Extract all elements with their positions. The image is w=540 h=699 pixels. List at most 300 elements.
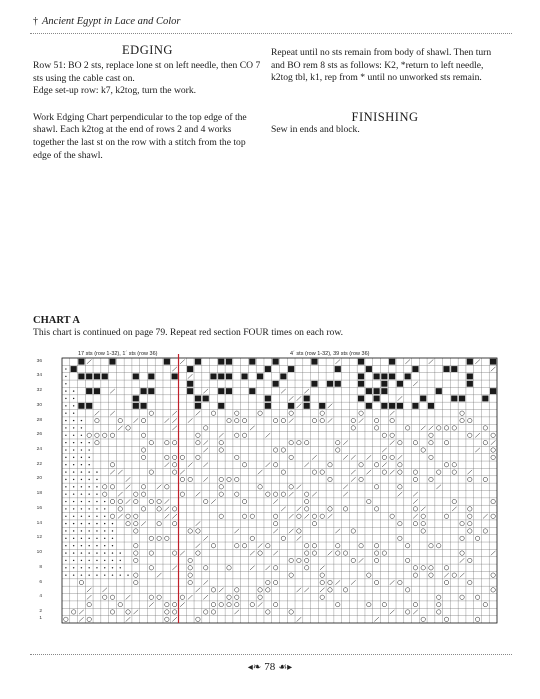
yarn-over-icon bbox=[134, 573, 138, 577]
bobble-square-icon bbox=[265, 396, 271, 402]
yarn-over-icon bbox=[149, 566, 153, 570]
decrease-slash-icon bbox=[320, 566, 325, 570]
decrease-slash-icon bbox=[413, 514, 418, 518]
yarn-over-icon bbox=[79, 580, 83, 584]
yarn-over-icon bbox=[141, 433, 145, 437]
yarn-over-icon bbox=[312, 551, 316, 555]
purl-dot-icon bbox=[96, 493, 97, 494]
bobble-square-icon bbox=[490, 388, 496, 394]
bobble-square-icon bbox=[102, 373, 108, 379]
bobble-square-icon bbox=[373, 388, 379, 394]
purl-dot-icon bbox=[65, 471, 66, 472]
bobble-square-icon bbox=[94, 373, 100, 379]
decrease-slash-icon bbox=[180, 470, 185, 474]
purl-dot-icon bbox=[104, 567, 105, 568]
bobble-square-icon bbox=[241, 373, 247, 379]
purl-dot-icon bbox=[81, 457, 82, 458]
bobble-square-icon bbox=[257, 373, 263, 379]
chart-row-number: 6 bbox=[39, 579, 42, 585]
yarn-over-icon bbox=[95, 418, 99, 422]
yarn-over-icon bbox=[250, 602, 254, 606]
yarn-over-icon bbox=[374, 418, 378, 422]
yarn-over-icon bbox=[413, 440, 417, 444]
purl-dot-icon bbox=[81, 442, 82, 443]
purl-dot-icon bbox=[65, 538, 66, 539]
yarn-over-icon bbox=[87, 433, 91, 437]
yarn-over-icon bbox=[242, 499, 246, 503]
yarn-over-icon bbox=[359, 477, 363, 481]
yarn-over-icon bbox=[491, 455, 495, 459]
purl-dot-icon bbox=[96, 501, 97, 502]
yarn-over-icon bbox=[468, 558, 472, 562]
decrease-slash-icon bbox=[126, 477, 131, 481]
purl-dot-icon bbox=[112, 552, 113, 553]
purl-dot-icon bbox=[96, 479, 97, 480]
yarn-over-icon bbox=[103, 595, 107, 599]
bobble-square-icon bbox=[218, 388, 224, 394]
bobble-square-icon bbox=[133, 403, 139, 409]
decrease-slash-icon bbox=[188, 374, 193, 378]
purl-dot-icon bbox=[112, 545, 113, 546]
decrease-slash-icon bbox=[429, 426, 434, 430]
purl-dot-icon bbox=[96, 552, 97, 553]
purl-dot-icon bbox=[104, 523, 105, 524]
decrease-slash-icon bbox=[289, 529, 294, 533]
decrease-slash-icon bbox=[351, 477, 356, 481]
purl-dot-icon bbox=[96, 530, 97, 531]
yarn-over-icon bbox=[405, 610, 409, 614]
decrease-slash-icon bbox=[390, 610, 395, 614]
bobble-square-icon bbox=[226, 373, 232, 379]
bobble-square-icon bbox=[148, 373, 154, 379]
book-title: Ancient Egypt in Lace and Color bbox=[42, 16, 181, 27]
bobble-square-icon bbox=[210, 373, 216, 379]
yarn-over-icon bbox=[452, 573, 456, 577]
yarn-over-icon bbox=[343, 588, 347, 592]
decrease-slash-icon bbox=[157, 485, 162, 489]
decrease-slash-icon bbox=[421, 507, 426, 511]
decrease-slash-icon bbox=[273, 529, 278, 533]
yarn-over-icon bbox=[382, 551, 386, 555]
yarn-over-icon bbox=[95, 433, 99, 437]
bobble-square-icon bbox=[412, 366, 418, 372]
yarn-over-icon bbox=[180, 492, 184, 496]
yarn-over-icon bbox=[374, 544, 378, 548]
bobble-square-icon bbox=[218, 359, 224, 365]
purl-dot-icon bbox=[88, 523, 89, 524]
purl-dot-icon bbox=[104, 501, 105, 502]
yarn-over-icon bbox=[312, 521, 316, 525]
yarn-over-icon bbox=[273, 514, 277, 518]
decrease-slash-icon bbox=[110, 389, 115, 393]
purl-dot-icon bbox=[73, 508, 74, 509]
bobble-square-icon bbox=[273, 359, 279, 365]
left-ornament-icon: ◂❧ bbox=[247, 661, 262, 673]
chart-row-number: 22 bbox=[36, 461, 42, 467]
yarn-over-icon bbox=[413, 566, 417, 570]
yarn-over-icon bbox=[328, 507, 332, 511]
yarn-over-icon bbox=[211, 602, 215, 606]
yarn-over-icon bbox=[188, 529, 192, 533]
bobble-square-icon bbox=[366, 366, 372, 372]
decrease-slash-icon bbox=[172, 514, 177, 518]
purl-dot-icon bbox=[112, 523, 113, 524]
yarn-over-icon bbox=[64, 617, 68, 621]
decrease-slash-icon bbox=[118, 514, 123, 518]
purl-dot-icon bbox=[73, 390, 74, 391]
decrease-slash-icon bbox=[413, 499, 418, 503]
purl-dot-icon bbox=[88, 449, 89, 450]
yarn-over-icon bbox=[157, 521, 161, 525]
yarn-over-icon bbox=[452, 426, 456, 430]
yarn-over-icon bbox=[444, 426, 448, 430]
yarn-over-icon bbox=[172, 507, 176, 511]
decrease-slash-icon bbox=[79, 610, 84, 614]
purl-dot-icon bbox=[88, 501, 89, 502]
chart-row-number: 34 bbox=[36, 373, 42, 379]
yarn-over-icon bbox=[188, 558, 192, 562]
purl-dot-icon bbox=[81, 435, 82, 436]
purl-dot-icon bbox=[120, 560, 121, 561]
finishing-text: Sew in ends and block. bbox=[271, 124, 360, 135]
decrease-slash-icon bbox=[398, 396, 403, 400]
purl-dot-icon bbox=[88, 508, 89, 509]
yarn-over-icon bbox=[491, 448, 495, 452]
yarn-over-icon bbox=[460, 551, 464, 555]
purl-dot-icon bbox=[81, 501, 82, 502]
bobble-square-icon bbox=[381, 373, 387, 379]
yarn-over-icon bbox=[460, 536, 464, 540]
yarn-over-icon bbox=[235, 418, 239, 422]
bobble-square-icon bbox=[86, 373, 92, 379]
purl-dot-icon bbox=[73, 405, 74, 406]
yarn-over-icon bbox=[475, 617, 479, 621]
yarn-over-icon bbox=[475, 595, 479, 599]
yarn-over-icon bbox=[304, 551, 308, 555]
decrease-slash-icon bbox=[297, 396, 302, 400]
yarn-over-icon bbox=[219, 485, 223, 489]
yarn-over-icon bbox=[289, 411, 293, 415]
yarn-over-icon bbox=[421, 448, 425, 452]
decrease-slash-icon bbox=[382, 448, 387, 452]
decrease-slash-icon bbox=[367, 470, 372, 474]
bobble-square-icon bbox=[133, 373, 139, 379]
yarn-over-icon bbox=[320, 514, 324, 518]
decrease-slash-icon bbox=[203, 448, 208, 452]
decrease-slash-icon bbox=[211, 499, 216, 503]
yarn-over-icon bbox=[118, 602, 122, 606]
bobble-square-icon bbox=[265, 366, 271, 372]
yarn-over-icon bbox=[297, 440, 301, 444]
decrease-slash-icon bbox=[320, 588, 325, 592]
yarn-over-icon bbox=[343, 551, 347, 555]
chart-row-number: 10 bbox=[36, 550, 42, 556]
purl-dot-icon bbox=[73, 493, 74, 494]
purl-dot-icon bbox=[73, 574, 74, 575]
yarn-over-icon bbox=[157, 499, 161, 503]
yarn-over-icon bbox=[390, 514, 394, 518]
bobble-square-icon bbox=[451, 396, 457, 402]
bobble-square-icon bbox=[335, 366, 341, 372]
bobble-square-icon bbox=[420, 396, 426, 402]
bobble-square-icon bbox=[288, 403, 294, 409]
yarn-over-icon bbox=[437, 602, 441, 606]
purl-dot-icon bbox=[65, 567, 66, 568]
yarn-over-icon bbox=[491, 573, 495, 577]
yarn-over-icon bbox=[328, 463, 332, 467]
purl-dot-icon bbox=[73, 545, 74, 546]
decrease-slash-icon bbox=[196, 411, 201, 415]
yarn-over-icon bbox=[149, 440, 153, 444]
purl-dot-icon bbox=[73, 464, 74, 465]
decrease-slash-icon bbox=[312, 492, 317, 496]
yarn-over-icon bbox=[211, 588, 215, 592]
yarn-over-icon bbox=[468, 529, 472, 533]
decrease-slash-icon bbox=[196, 492, 201, 496]
yarn-over-icon bbox=[413, 521, 417, 525]
decrease-slash-icon bbox=[273, 499, 278, 503]
purl-dot-icon bbox=[81, 538, 82, 539]
purl-dot-icon bbox=[73, 501, 74, 502]
purl-dot-icon bbox=[65, 508, 66, 509]
edging-heading: EDGING bbox=[122, 43, 173, 57]
yarn-over-icon bbox=[266, 610, 270, 614]
bobble-square-icon bbox=[311, 359, 317, 365]
decrease-slash-icon bbox=[405, 359, 410, 363]
yarn-over-icon bbox=[281, 418, 285, 422]
decrease-slash-icon bbox=[390, 470, 395, 474]
purl-dot-icon bbox=[73, 471, 74, 472]
purl-dot-icon bbox=[81, 427, 82, 428]
yarn-over-icon bbox=[289, 455, 293, 459]
yarn-over-icon bbox=[172, 521, 176, 525]
purl-dot-icon bbox=[81, 523, 82, 524]
chart-row-number: 30 bbox=[36, 402, 42, 408]
bobble-square-icon bbox=[311, 381, 317, 387]
purl-dot-icon bbox=[65, 376, 66, 377]
bobble-square-icon bbox=[335, 381, 341, 387]
yarn-over-icon bbox=[134, 521, 138, 525]
edging-paragraph-2: Edge set-up row: k7, k2tog, turn the work. bbox=[33, 85, 197, 97]
decrease-slash-icon bbox=[343, 440, 348, 444]
yarn-over-icon bbox=[483, 602, 487, 606]
decrease-slash-icon bbox=[374, 617, 379, 621]
purl-dot-icon bbox=[73, 420, 74, 421]
yarn-over-icon bbox=[273, 463, 277, 467]
purl-dot-icon bbox=[112, 538, 113, 539]
bobble-square-icon bbox=[195, 396, 201, 402]
yarn-over-icon bbox=[134, 529, 138, 533]
yarn-over-icon bbox=[437, 426, 441, 430]
decrease-slash-icon bbox=[165, 418, 170, 422]
yarn-over-icon bbox=[336, 602, 340, 606]
purl-dot-icon bbox=[88, 464, 89, 465]
yarn-over-icon bbox=[374, 558, 378, 562]
yarn-over-icon bbox=[266, 588, 270, 592]
yarn-over-icon bbox=[281, 470, 285, 474]
bobble-square-icon bbox=[304, 396, 310, 402]
yarn-over-icon bbox=[374, 426, 378, 430]
chart-note: This chart is continued on page 79. Repeat red section FOUR times on each row. bbox=[33, 327, 344, 338]
purl-dot-icon bbox=[73, 538, 74, 539]
yarn-over-icon bbox=[304, 566, 308, 570]
bobble-square-icon bbox=[405, 373, 411, 379]
decrease-slash-icon bbox=[429, 359, 434, 363]
yarn-over-icon bbox=[134, 492, 138, 496]
bobble-square-icon bbox=[389, 403, 395, 409]
bobble-square-icon bbox=[373, 373, 379, 379]
yarn-over-icon bbox=[398, 521, 402, 525]
yarn-over-icon bbox=[320, 418, 324, 422]
yarn-over-icon bbox=[468, 514, 472, 518]
purl-dot-icon bbox=[73, 552, 74, 553]
yarn-over-icon bbox=[196, 455, 200, 459]
bobble-square-icon bbox=[140, 388, 146, 394]
decrease-slash-icon bbox=[413, 382, 418, 386]
decrease-slash-icon bbox=[289, 492, 294, 496]
decrease-slash-icon bbox=[304, 389, 309, 393]
yarn-over-icon bbox=[297, 558, 301, 562]
bobble-square-icon bbox=[490, 359, 496, 365]
purl-dot-icon bbox=[73, 516, 74, 517]
yarn-over-icon bbox=[304, 544, 308, 548]
purl-dot-icon bbox=[65, 552, 66, 553]
purl-dot-icon bbox=[81, 479, 82, 480]
yarn-over-icon bbox=[452, 470, 456, 474]
yarn-over-icon bbox=[304, 499, 308, 503]
decrease-slash-icon bbox=[390, 440, 395, 444]
yarn-over-icon bbox=[165, 617, 169, 621]
yarn-over-icon bbox=[320, 580, 324, 584]
purl-dot-icon bbox=[73, 567, 74, 568]
yarn-over-icon bbox=[149, 595, 153, 599]
purl-dot-icon bbox=[104, 574, 105, 575]
purl-dot-icon bbox=[81, 545, 82, 546]
yarn-over-icon bbox=[242, 433, 246, 437]
decrease-slash-icon bbox=[79, 617, 84, 621]
bobble-square-icon bbox=[319, 403, 325, 409]
purl-dot-icon bbox=[88, 442, 89, 443]
yarn-over-icon bbox=[437, 544, 441, 548]
yarn-over-icon bbox=[289, 573, 293, 577]
yarn-over-icon bbox=[242, 514, 246, 518]
decrease-slash-icon bbox=[289, 396, 294, 400]
bobble-square-icon bbox=[195, 359, 201, 365]
bobble-square-icon bbox=[358, 359, 364, 365]
decrease-slash-icon bbox=[203, 580, 208, 584]
bobble-square-icon bbox=[280, 373, 286, 379]
yarn-over-icon bbox=[227, 566, 231, 570]
chart-row-number: 1 bbox=[39, 616, 42, 622]
yarn-over-icon bbox=[180, 477, 184, 481]
yarn-over-icon bbox=[149, 551, 153, 555]
bobble-square-icon bbox=[273, 381, 279, 387]
decrease-slash-icon bbox=[460, 558, 465, 562]
yarn-over-icon bbox=[351, 558, 355, 562]
decrease-slash-icon bbox=[413, 492, 418, 496]
decrease-slash-icon bbox=[343, 485, 348, 489]
decrease-slash-icon bbox=[266, 463, 271, 467]
decrease-slash-icon bbox=[328, 418, 333, 422]
purl-dot-icon bbox=[65, 383, 66, 384]
yarn-over-icon bbox=[273, 602, 277, 606]
yarn-over-icon bbox=[398, 536, 402, 540]
chart-row-number: 2 bbox=[39, 608, 42, 614]
chart-row-number: 36 bbox=[36, 358, 42, 364]
decrease-slash-icon bbox=[281, 389, 286, 393]
yarn-over-icon bbox=[235, 411, 239, 415]
purl-dot-icon bbox=[104, 538, 105, 539]
yarn-over-icon bbox=[460, 418, 464, 422]
yarn-over-icon bbox=[452, 463, 456, 467]
yarn-over-icon bbox=[273, 521, 277, 525]
yarn-over-icon bbox=[429, 573, 433, 577]
decrease-slash-icon bbox=[475, 359, 480, 363]
yarn-over-icon bbox=[367, 499, 371, 503]
decrease-slash-icon bbox=[87, 595, 92, 599]
yarn-over-icon bbox=[235, 492, 239, 496]
decrease-slash-icon bbox=[110, 470, 115, 474]
decrease-slash-icon bbox=[491, 551, 496, 555]
bobble-square-icon bbox=[366, 388, 372, 394]
decrease-slash-icon bbox=[188, 595, 193, 599]
purl-dot-icon bbox=[96, 523, 97, 524]
decrease-slash-icon bbox=[460, 573, 465, 577]
yarn-over-icon bbox=[180, 455, 184, 459]
purl-dot-icon bbox=[127, 574, 128, 575]
yarn-over-icon bbox=[304, 492, 308, 496]
yarn-over-icon bbox=[235, 602, 239, 606]
bobble-square-icon bbox=[467, 381, 473, 387]
yarn-over-icon bbox=[398, 440, 402, 444]
yarn-over-icon bbox=[398, 470, 402, 474]
yarn-over-icon bbox=[149, 499, 153, 503]
decrease-slash-icon bbox=[141, 521, 146, 525]
yarn-over-icon bbox=[103, 433, 107, 437]
yarn-over-icon bbox=[405, 544, 409, 548]
yarn-over-icon bbox=[444, 580, 448, 584]
bobble-square-icon bbox=[133, 396, 139, 402]
decrease-slash-icon bbox=[172, 367, 177, 371]
decrease-slash-icon bbox=[297, 617, 302, 621]
chart-row-number: 20 bbox=[36, 476, 42, 482]
decrease-slash-icon bbox=[328, 404, 333, 408]
purl-dot-icon bbox=[112, 574, 113, 575]
purl-dot-icon bbox=[65, 501, 66, 502]
yarn-over-icon bbox=[328, 477, 332, 481]
yarn-over-icon bbox=[110, 485, 114, 489]
purl-dot-icon bbox=[73, 560, 74, 561]
chart-row-number: 28 bbox=[36, 417, 42, 423]
decrease-slash-icon bbox=[398, 492, 403, 496]
purl-dot-icon bbox=[112, 567, 113, 568]
bobble-square-icon bbox=[381, 381, 387, 387]
purl-dot-icon bbox=[73, 442, 74, 443]
decrease-slash-icon bbox=[188, 463, 193, 467]
bobble-square-icon bbox=[109, 359, 115, 365]
purl-dot-icon bbox=[96, 508, 97, 509]
purl-dot-icon bbox=[88, 538, 89, 539]
yarn-over-icon bbox=[328, 588, 332, 592]
yarn-over-icon bbox=[444, 463, 448, 467]
purl-dot-icon bbox=[104, 508, 105, 509]
decrease-slash-icon bbox=[289, 418, 294, 422]
decrease-slash-icon bbox=[281, 507, 286, 511]
purl-dot-icon bbox=[88, 530, 89, 531]
yarn-over-icon bbox=[110, 514, 114, 518]
decrease-slash-icon bbox=[304, 588, 309, 592]
purl-dot-icon bbox=[120, 574, 121, 575]
